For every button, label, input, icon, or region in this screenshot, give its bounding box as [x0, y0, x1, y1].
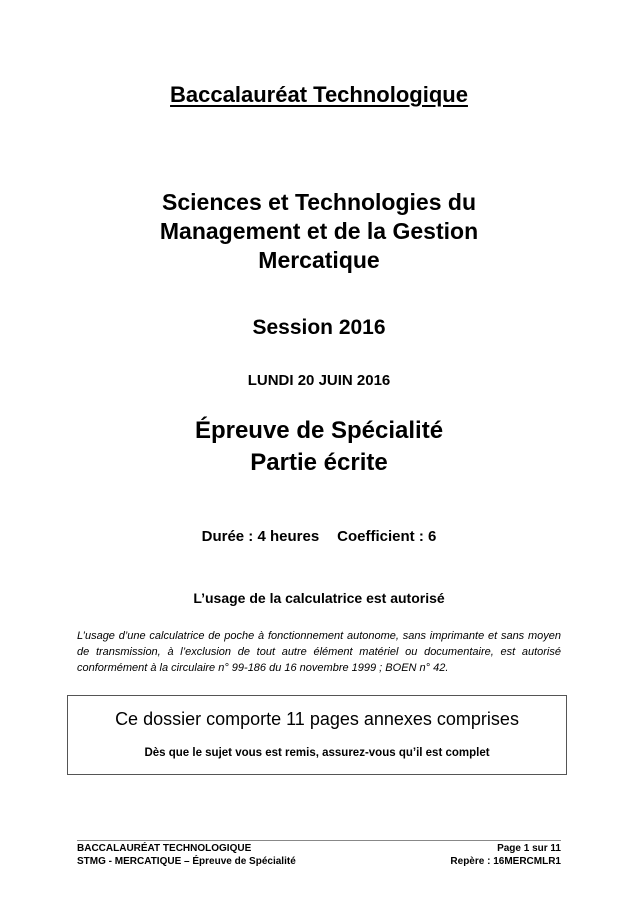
- footer-reference: Repère : 16MERCMLR1: [450, 856, 561, 867]
- footer-divider: [77, 840, 561, 841]
- subject-title: [0, 188, 638, 275]
- info-box-sub: Dès que le sujet vous est remis, assurez-vous qu’il est complet: [144, 747, 490, 759]
- calculator-detail: L’usage d’une calculatrice de poche à fonctionnement autonome, sans imprimante et sans moyen de transmission, à l’exclusion de tout autre élément matériel ou documentaire, est autorisé conformément à la circulaire n° 99-186 du 16 novembre 1999 ; BOEN n° 42.: [77, 630, 561, 674]
- session-label: Session 2016: [252, 316, 386, 339]
- epreuve-title: [0, 415, 638, 479]
- footer-page-number: Page 1 sur 11: [497, 843, 561, 854]
- duration-text: Durée : 4 heures: [201, 528, 320, 545]
- subject-line-2: Management et de la Gestion: [159, 218, 479, 244]
- exam-date: LUNDI 20 JUIN 2016: [247, 372, 391, 389]
- coefficient-text: Coefficient : 6: [337, 528, 437, 545]
- info-box: [67, 695, 567, 775]
- calculator-notice: L’usage de la calculatrice est autorisé: [193, 590, 445, 606]
- subject-line-3: Mercatique: [258, 247, 380, 273]
- duration-coefficient: [0, 528, 638, 545]
- subject-line-1: Sciences et Technologies du: [162, 189, 476, 215]
- page-title: Baccalauréat Technologique: [170, 82, 468, 107]
- footer-left-1: BACCALAURÉAT TECHNOLOGIQUE: [77, 843, 252, 854]
- info-box-main: Ce dossier comporte 11 pages annexes comprises: [115, 709, 519, 729]
- epreuve-line-2: Partie écrite: [250, 449, 388, 476]
- footer-left-2: STMG - MERCATIQUE – Épreuve de Spécialité: [77, 856, 296, 867]
- epreuve-line-1: Épreuve de Spécialité: [194, 417, 444, 444]
